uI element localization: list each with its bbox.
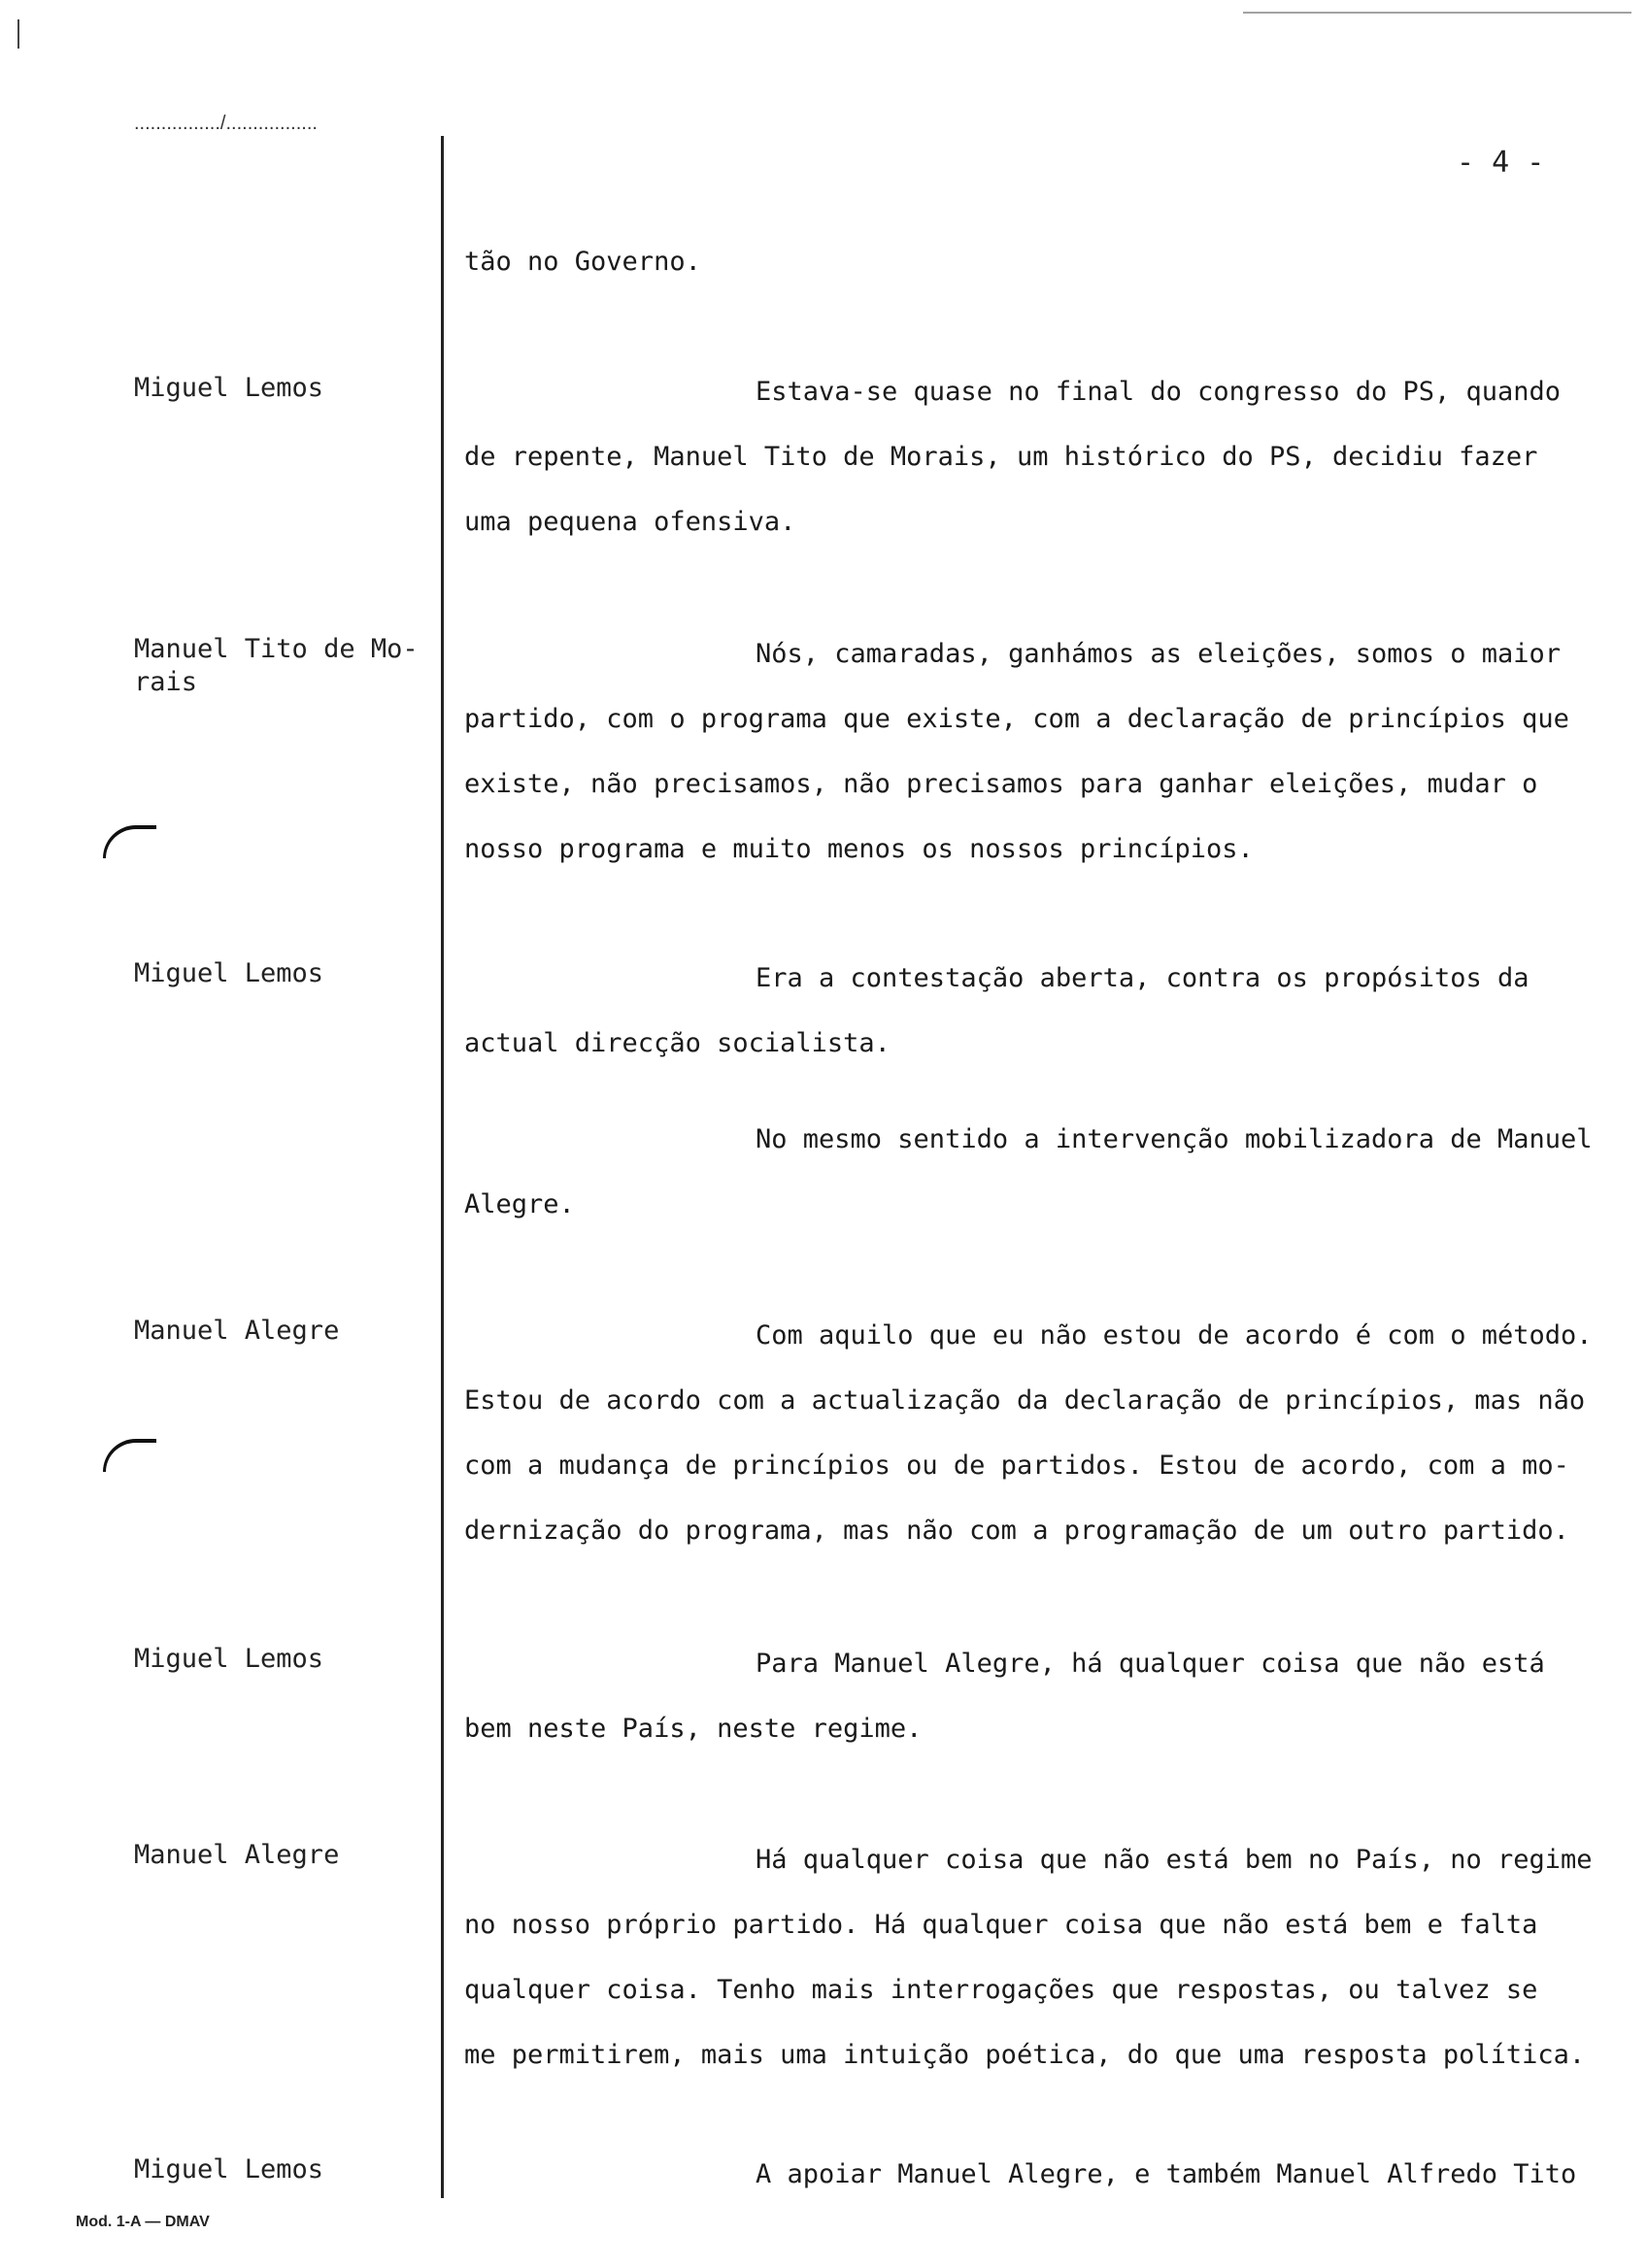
text-line: Estava-se quase no final do congresso do PS, quando xyxy=(756,377,1562,407)
margin-bracket-mark xyxy=(103,1439,156,1472)
text-line: partido, com o programa que existe, com a declaração de princípios que xyxy=(464,704,1569,734)
text-line: Era a contestação aberta, contra os propósitos da xyxy=(756,963,1529,993)
speaker-name: Manuel Alegre xyxy=(134,1840,340,1870)
text-line: no nosso próprio partido. Há qualquer coisa que não está bem e falta xyxy=(464,1910,1538,1940)
margin-bracket-mark xyxy=(103,825,156,858)
text-line: Nós, camaradas, ganhámos as eleições, somos o maior xyxy=(756,639,1562,669)
dialogue-text xyxy=(464,946,1620,1076)
page-number: - 4 - xyxy=(1457,146,1545,180)
dialogue-text xyxy=(464,359,1620,554)
text-line: qualquer coisa. Tenho mais interrogações que respostas, ou talvez se xyxy=(464,1975,1538,2005)
text-line: Estou de acordo com a actualização da declaração de princípios, mas não xyxy=(464,1385,1586,1416)
text-line: existe, não precisamos, não precisamos para ganhar eleições, mudar o xyxy=(464,769,1538,799)
text-line: nosso programa e muito menos os nossos princípios. xyxy=(464,834,1254,864)
text-line: actual direcção socialista. xyxy=(464,1028,891,1058)
dialogue-text xyxy=(464,229,1620,294)
dialogue-text xyxy=(464,1107,1620,1237)
text-line: Alegre. xyxy=(464,1189,575,1219)
text-line: tão no Governo. xyxy=(464,247,701,277)
text-line: A apoiar Manuel Alegre, e também Manuel Alfredo Tito xyxy=(756,2159,1577,2189)
dialogue-text xyxy=(464,1827,1620,2087)
speaker-name: Miguel Lemos xyxy=(134,373,324,403)
text-line: Há qualquer coisa que não está bem no País, no regime xyxy=(756,1845,1593,1875)
scan-edge-mark xyxy=(17,19,19,49)
speaker-name: Miguel Lemos xyxy=(134,2154,324,2185)
text-line: me permitirem, mais uma intuição poética, do que uma resposta política. xyxy=(464,2040,1586,2070)
dialogue-text xyxy=(464,1631,1620,1761)
column-divider xyxy=(441,136,444,2198)
text-line: com a mudança de princípios ou de partidos. Estou de acordo, com a mo- xyxy=(464,1451,1569,1481)
text-line: Com aquilo que eu não estou de acordo é com o método. xyxy=(756,1320,1593,1351)
speaker-name: Miguel Lemos xyxy=(134,1644,324,1674)
text-line: Para Manuel Alegre, há qualquer coisa que não está xyxy=(756,1649,1545,1679)
top-rule xyxy=(1243,12,1631,14)
dialogue-text xyxy=(464,621,1620,882)
speaker-name: Manuel Tito de Mo-rais xyxy=(134,634,419,697)
form-code: Mod. 1-A — DMAV xyxy=(76,2214,210,2230)
form-line: ................/................. xyxy=(134,113,318,134)
speaker-name: Manuel Alegre xyxy=(134,1316,340,1346)
text-line: dernização do programa, mas não com a programação de um outro partido. xyxy=(464,1516,1569,1546)
text-line: bem neste País, neste regime. xyxy=(464,1714,923,1744)
speaker-name: Miguel Lemos xyxy=(134,958,324,988)
dialogue-text xyxy=(464,1303,1620,1563)
text-line: uma pequena ofensiva. xyxy=(464,507,796,537)
text-line: de repente, Manuel Tito de Morais, um histórico do PS, decidiu fazer xyxy=(464,442,1538,472)
text-line: No mesmo sentido a intervenção mobilizadora de Manuel xyxy=(756,1124,1593,1154)
dialogue-text xyxy=(464,2142,1620,2207)
